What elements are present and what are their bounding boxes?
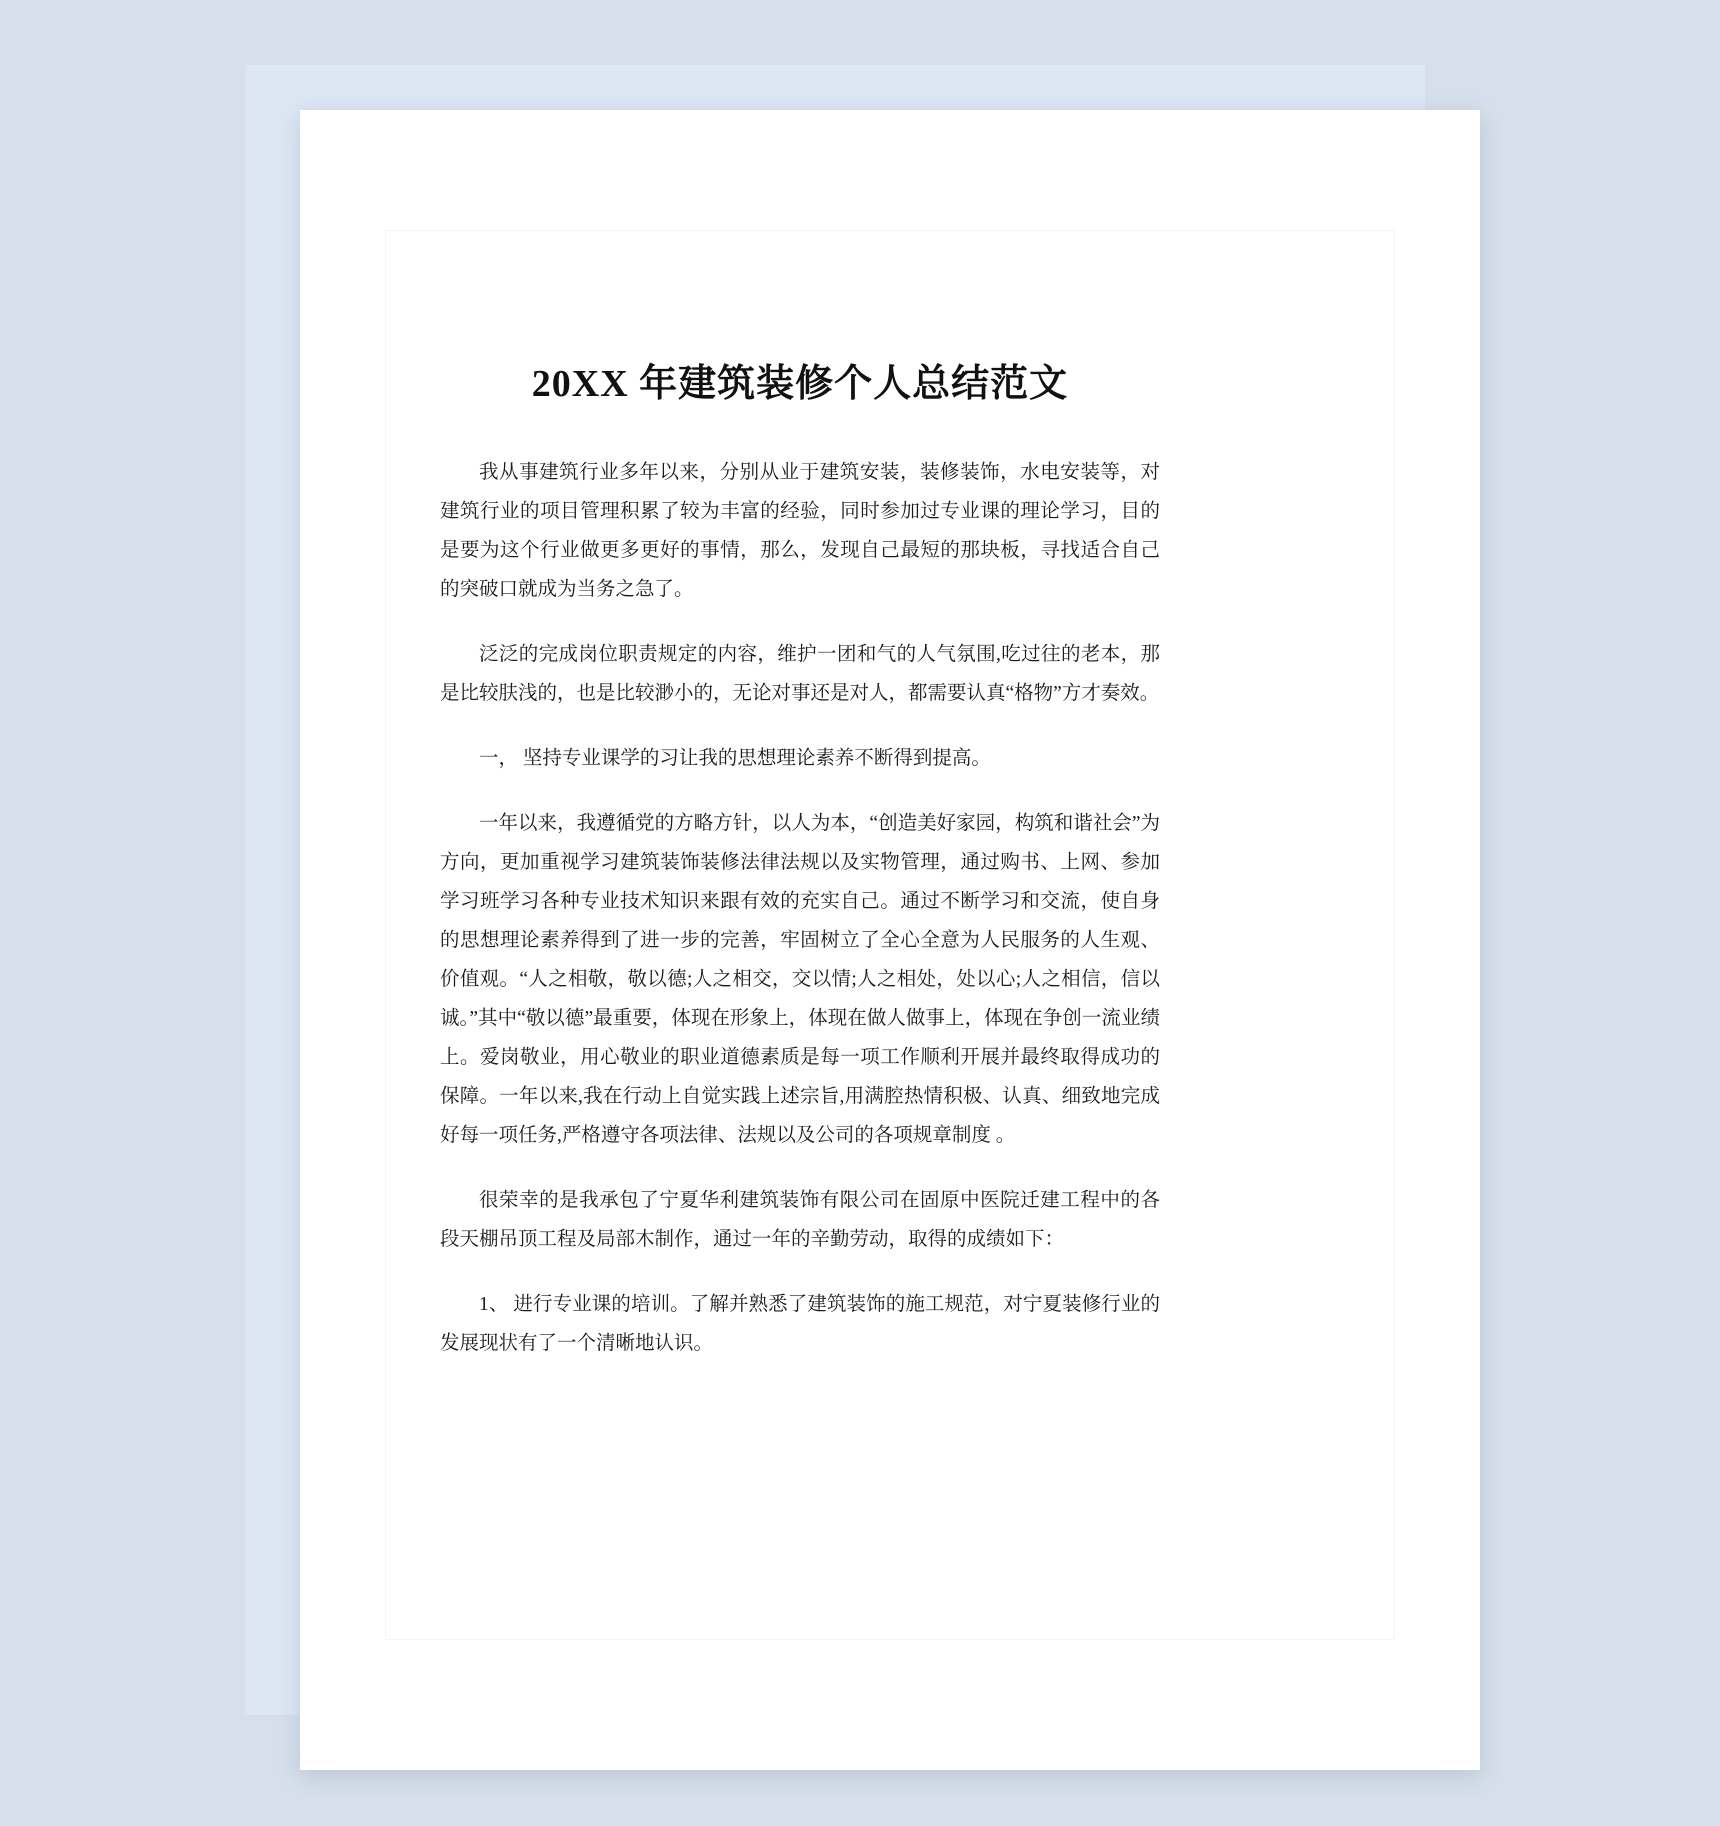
page-title: 20XX 年建筑装修个人总结范文	[531, 363, 1069, 405]
document-page	[300, 110, 1480, 1770]
document-body	[440, 360, 1160, 1363]
list-item-1: 1、 进行专业课的培训。了解并熟悉了建筑装饰的施工规范，对宁夏装修行业的发展现状有了一个清晰地认识。	[440, 1294, 1160, 1355]
paragraph-1: 我从事建筑行业多年以来，分别从业于建筑安装，装修装饰，水电安装等，对建筑行业的项目管理积累了较为丰富的经验，同时参加过专业课的理论学习，目的是要为这个行业做更多更好的事情，那么，发现自己最短的那块板，寻找适合自己的突破口就成为当务之急了。	[440, 462, 1160, 601]
paragraph-3: 一年以来，我遵循党的方略方针，以人为本，“创造美好家园，构筑和谐社会”为方向，更加重视学习建筑装饰装修法律法规以及实物管理，通过购书、上网、参加学习班学习各种专业技术知识来跟有效的充实自己。通过不断学习和交流，使自身的思想理论素养得到了进一步的完善，牢固树立了全心全意为人民服务的人生观、价值观。“人之相敬，敬以德;人之相交，交以情;人之相处，处以心;人之相信，信以诚。”其中“敬以德”最重要，体现在形象上，体现在做人做事上，体现在争创一流业绩上。爱岗敬业，用心敬业的职业道德素质是每一项工作顺利开展并最终取得成功的保障。一年以来,我在行动上自觉实践上述宗旨,用满腔热情积极、认真、细致地完成好每一项任务,严格遵守各项法律、法规以及公司的各项规章制度 。	[440, 813, 1160, 1147]
section-heading-1: 一， 坚持专业课学的习让我的思想理论素养不断得到提高。	[479, 748, 991, 770]
paragraph-2: 泛泛的完成岗位职责规定的内容，维护一团和气的人气氛围,吃过往的老本，那是比较肤浅的，也是比较渺小的，无论对事还是对人，都需要认真“格物”方才奏效。	[440, 644, 1160, 705]
paragraph-4: 很荣幸的是我承包了宁夏华利建筑装饰有限公司在固原中医院迁建工程中的各段天棚吊顶工程及局部木制作，通过一年的辛勤劳动，取得的成绩如下：	[440, 1190, 1160, 1251]
